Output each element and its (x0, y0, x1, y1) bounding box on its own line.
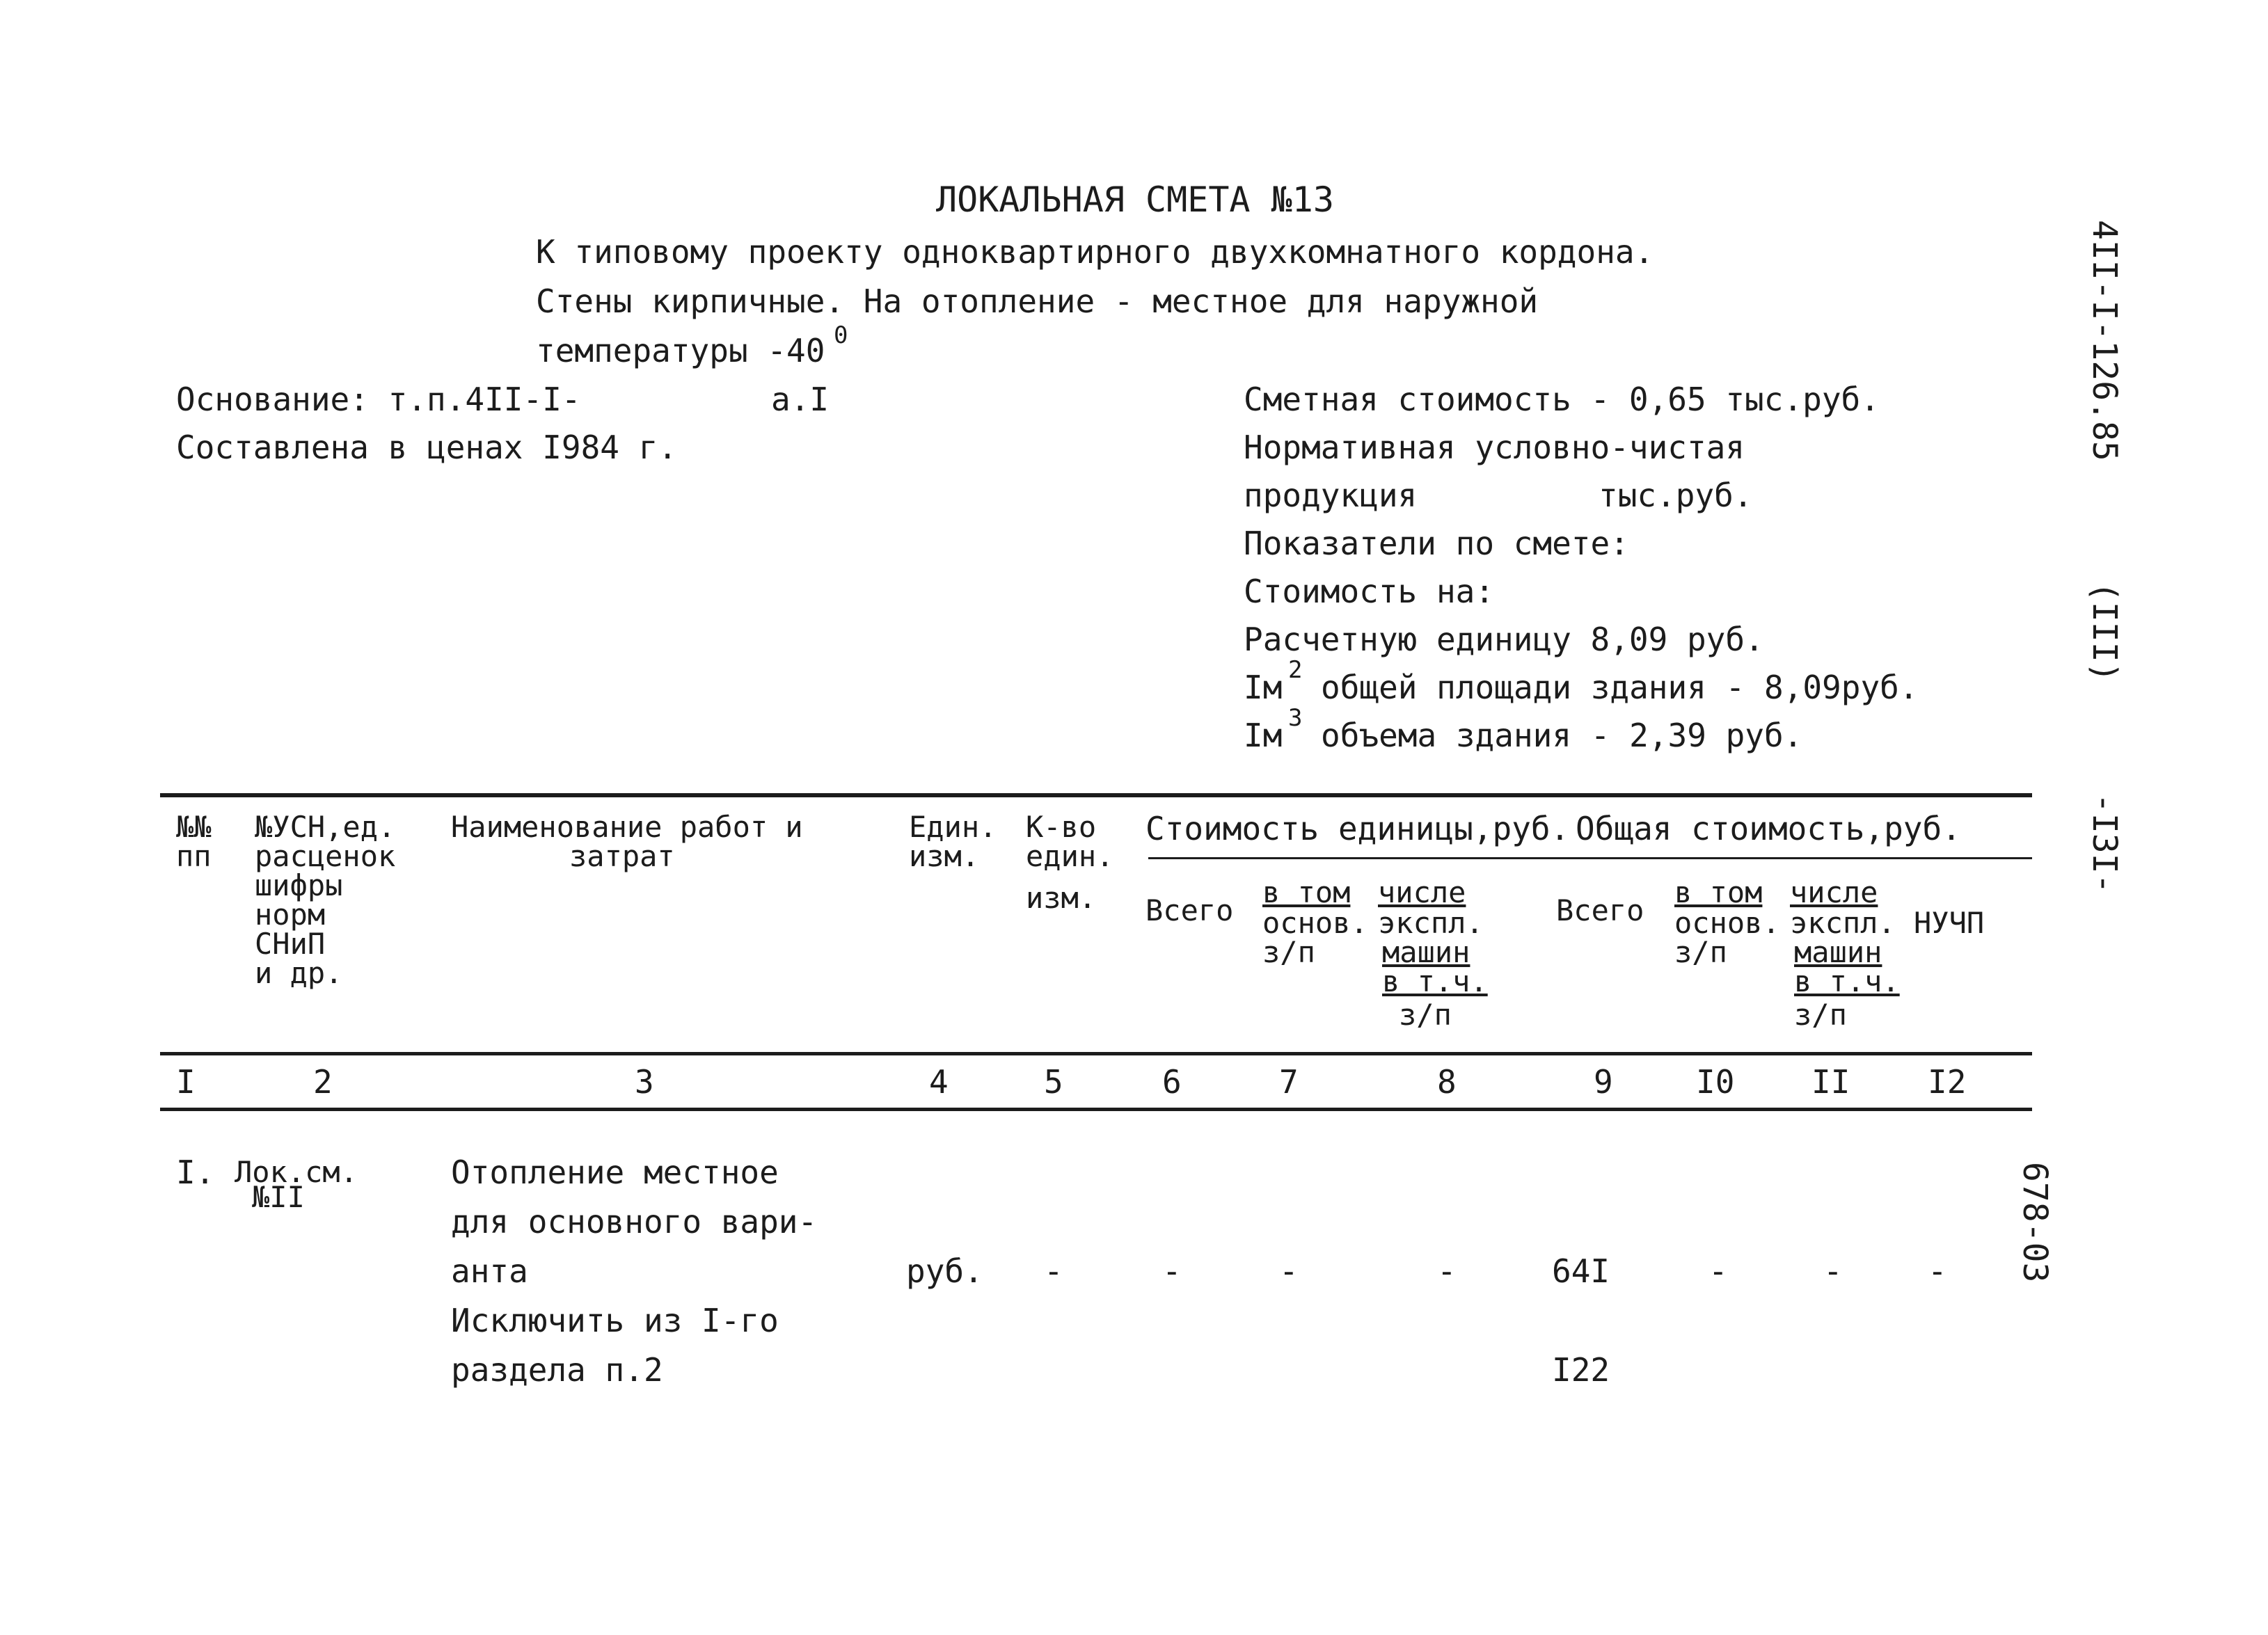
page-number-label: -I3I- (2085, 793, 2124, 894)
sheet-code-label: 678-03 (2015, 1162, 2054, 1283)
column-number: 8 (1437, 1063, 1457, 1101)
table-top-rule (160, 793, 2032, 797)
subtitle-line-3: температуры -40 (536, 332, 825, 369)
header-text: норм (255, 898, 326, 932)
row-name: Исключить из I-го (451, 1302, 779, 1339)
row-number: I. (176, 1154, 215, 1191)
volume-superscript: 3 (1288, 704, 1303, 732)
area-cost: общей площади здания - 8,09руб. (1321, 669, 1919, 706)
normative-unit: тыс.руб. (1599, 477, 1753, 514)
column-number: 3 (635, 1063, 654, 1101)
row-name: Отопление местное (451, 1154, 779, 1191)
header-text: числе (1790, 875, 1878, 909)
cost-group-rule (1148, 857, 2032, 859)
calc-unit-cost: Расчетную единицу 8,09 руб. (1244, 621, 1764, 658)
area-prefix: Iм (1244, 669, 1283, 706)
document-title: ЛОКАЛЬНАЯ СМЕТА №13 (936, 180, 1334, 220)
header-text: К-во (1026, 810, 1097, 844)
total-cost-group-header: Общая стоимость,руб. (1576, 810, 1961, 847)
header-text: з/п (1262, 935, 1315, 969)
header-text: основ. (1262, 906, 1368, 940)
header-col-12: НУЧП (1914, 906, 1985, 940)
column-number: 5 (1044, 1063, 1063, 1101)
header-text: машин (1382, 935, 1470, 969)
header-text: в т.ч. (1794, 964, 1900, 998)
header-text: основ. (1674, 906, 1780, 940)
indicators-heading: Показатели по смете: (1244, 525, 1629, 562)
column-number: I2 (1928, 1063, 1967, 1101)
header-text: и др. (255, 956, 343, 990)
header-bottom-rule (160, 1052, 2032, 1055)
header-text: един. (1026, 839, 1114, 873)
header-text: в т.ч. (1382, 964, 1488, 998)
row-c9: 64I (1552, 1252, 1610, 1290)
normative-line-1: Нормативная условно-чистая (1244, 429, 1745, 466)
row-c11: - (1823, 1252, 1843, 1290)
row-code: №II (252, 1180, 305, 1214)
header-text: затрат (569, 839, 675, 873)
header-text: СНиП (255, 927, 326, 961)
column-number: 4 (929, 1063, 949, 1101)
header-text: Наименование работ и (451, 810, 803, 844)
temperature-degree: 0 (834, 321, 848, 349)
header-text: расценок (255, 839, 396, 873)
row-qty: - (1044, 1252, 1063, 1290)
column-numbers-rule (160, 1108, 2032, 1111)
header-col-6: Всего (1145, 893, 1234, 927)
column-number: II (1811, 1063, 1850, 1101)
header-text: изм. (909, 839, 980, 873)
area-superscript: 2 (1288, 656, 1303, 684)
header-text: машин (1794, 935, 1882, 969)
header-text: в том (1674, 875, 1763, 909)
header-text: экспл. (1378, 906, 1484, 940)
row-c7: - (1279, 1252, 1299, 1290)
header-text: №УСН,ед. (255, 810, 396, 844)
header-text: з/п (1674, 935, 1727, 969)
project-code-label: 4II-I-126.85 (2085, 220, 2124, 461)
estimated-cost: Сметная стоимость - 0,65 тыс.руб. (1244, 381, 1880, 418)
subtitle-line-2: Стены кирпичные. На отопление - местное для наружной (536, 282, 1539, 320)
header-text: изм. (1026, 881, 1097, 915)
row-name: раздела п.2 (451, 1351, 663, 1389)
normative-line-2: продукция (1244, 477, 1418, 514)
cost-on-heading: Стоимость на: (1244, 573, 1495, 610)
header-text: Един. (909, 810, 997, 844)
basis-line-1: Основание: т.п.4II-I- (176, 381, 581, 418)
subtitle-line-1: К типовому проекту одноквартирного двухкомнатного кордона. (536, 233, 1654, 271)
header-text: шифры (255, 868, 343, 902)
row-name: для основного вари- (451, 1203, 818, 1241)
header-text: в том (1262, 875, 1351, 909)
header-text: пп (176, 839, 212, 873)
row-c12: - (1928, 1252, 1947, 1290)
basis-line-2: Составлена в ценах I984 г. (176, 429, 678, 466)
header-text: экспл. (1790, 906, 1896, 940)
volume-cost: объема здания - 2,39 руб. (1321, 717, 1803, 754)
basis-album: а.I (771, 381, 830, 418)
column-number: 9 (1594, 1063, 1613, 1101)
volume-prefix: Iм (1244, 717, 1283, 754)
album-label: (III) (2085, 582, 2124, 683)
header-text: №№ (176, 810, 212, 844)
row-c10: - (1708, 1252, 1728, 1290)
unit-cost-group-header: Стоимость единицы,руб. (1145, 810, 1570, 847)
column-number: 6 (1162, 1063, 1182, 1101)
row-c9: I22 (1552, 1351, 1610, 1389)
row-unit: руб. (906, 1252, 983, 1290)
column-number: 2 (313, 1063, 333, 1101)
row-name: анта (451, 1252, 528, 1290)
header-text: числе (1378, 875, 1466, 909)
column-number: I0 (1696, 1063, 1735, 1101)
row-c6: - (1162, 1252, 1182, 1290)
column-number: I (176, 1063, 196, 1101)
row-code: Лок.см. (235, 1155, 358, 1189)
header-col-9: Всего (1556, 893, 1644, 927)
header-text: з/п (1399, 998, 1452, 1032)
row-c8: - (1437, 1252, 1457, 1290)
column-number: 7 (1279, 1063, 1299, 1101)
header-text: з/п (1794, 998, 1847, 1032)
